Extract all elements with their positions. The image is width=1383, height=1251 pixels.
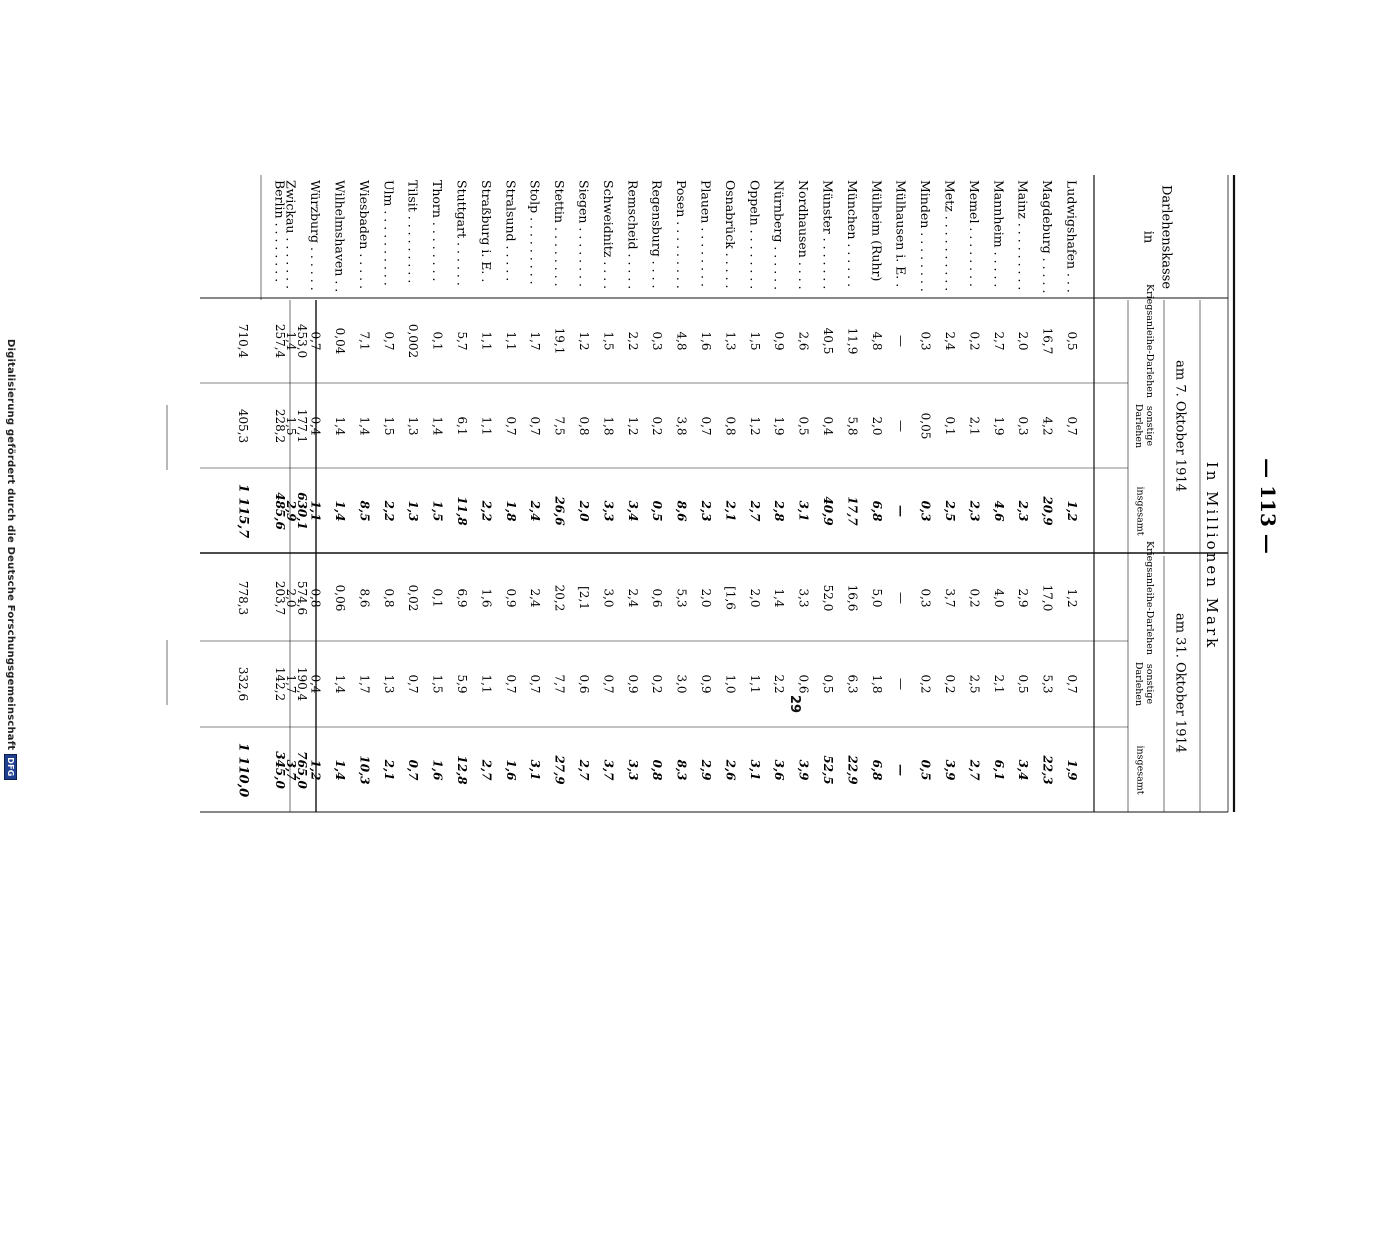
cell-a2: 0,8	[308, 588, 323, 608]
row-place: Schweidnitz . . . .	[600, 180, 616, 290]
subtotal-a1: 257,4	[273, 323, 287, 359]
cell-c2: 3,6	[772, 759, 787, 781]
subtotal-c1: 630,1	[295, 492, 309, 530]
cell-a2: 6,9	[455, 588, 469, 608]
row-place: Oppeln . . . . . . . .	[747, 180, 763, 290]
cell-a1: 1,4	[284, 331, 299, 351]
cell-a1: 0,3	[918, 331, 933, 351]
cell-b2: 7,7	[552, 674, 567, 694]
cell-c1: 1,3	[406, 500, 421, 522]
cell-a1: 1,1	[479, 331, 494, 351]
cell-c2: 2,7	[577, 759, 591, 781]
cell-a2: 3,3	[796, 588, 811, 608]
total-a1: 710,4	[236, 323, 250, 359]
cell-a2: 2,4	[625, 588, 640, 608]
cell-b2: 1,8	[869, 674, 884, 694]
cell-b2: 0,2	[918, 674, 933, 694]
cell-c1: 6,8	[869, 500, 884, 522]
col-head-insgesamt-1: insgesamt	[1134, 486, 1146, 536]
cell-b1: 1,2	[625, 416, 640, 436]
cell-a1: 0,3	[650, 331, 665, 351]
cell-b1: 0,7	[699, 416, 713, 436]
cell-b2: 0,6	[796, 674, 811, 694]
total-c2: 1 110,0	[235, 742, 251, 798]
cell-a1: 1,3	[723, 331, 738, 351]
cell-c2: 1,2	[308, 759, 323, 781]
cell-c1: 0,3	[918, 500, 933, 522]
cell-a1: —	[894, 335, 909, 347]
cell-b1: 6,1	[455, 416, 469, 436]
cell-b1: 1,3	[406, 416, 421, 436]
cell-b2: 0,5	[821, 674, 835, 694]
cell-a1: 2,4	[943, 331, 957, 351]
cell-a2: 0,9	[503, 588, 518, 608]
col-head-sonstige-2: sonstigeDarlehen	[1133, 661, 1155, 707]
cell-c2: 2,1	[381, 759, 396, 781]
cell-a2: 5,0	[869, 588, 884, 608]
cell-c1: 2,0	[577, 500, 591, 522]
cell-a2: 8,6	[357, 588, 372, 608]
col-head-kriegsanleihe-2: Kriegsanleihe-Darlehen	[1143, 540, 1155, 656]
subtotal-b2: 142,2	[273, 666, 287, 702]
cell-b2: 0,9	[625, 674, 640, 694]
cell-b2: 0,5	[1016, 674, 1031, 694]
row-place: Nordhausen . . . .	[796, 180, 812, 290]
row-place: Tilsit . . . . . . . . .	[405, 180, 421, 284]
row-place: Stolp . . . . . . . . .	[527, 180, 543, 285]
cell-b1: 0,4	[308, 416, 323, 436]
cell-c1: 20,9	[1040, 496, 1055, 526]
cell-b1: 1,4	[430, 416, 445, 436]
cell-c1: 40,9	[821, 496, 835, 526]
row-place: Posen . . . . . . . . .	[674, 180, 690, 289]
cell-a1: 1,5	[601, 331, 616, 351]
cell-c1: 8,5	[357, 500, 372, 522]
row-place: Mainz . . . . . . . . .	[1015, 180, 1031, 291]
cell-a1: 0,002	[406, 323, 421, 359]
cell-a1: 1,6	[699, 331, 713, 351]
cell-a1: 0,9	[772, 331, 787, 351]
cell-a2: 2,0	[284, 588, 299, 608]
cell-a1: 1,7	[528, 331, 543, 351]
row-place: Zwickau . . . . . . .	[283, 180, 299, 290]
cell-c1: 2,1	[723, 500, 738, 522]
cell-c1: 1,5	[430, 500, 445, 522]
cell-b2: 0,9	[699, 674, 713, 694]
cell-c2: 10,3	[357, 755, 372, 785]
cell-a2: 1,6	[479, 588, 494, 608]
cell-b2: 1,5	[430, 674, 445, 694]
cell-c1: 2,7	[747, 500, 762, 522]
cell-c2: 27,9	[552, 755, 567, 785]
cell-c1: —	[894, 505, 909, 517]
subtotal-c1: 485,6	[273, 492, 287, 530]
cell-b2: 1,1	[479, 674, 494, 694]
cell-a2: 2,0	[747, 588, 762, 608]
cell-b2: 1,1	[747, 674, 762, 694]
cell-b1: 4,2	[1040, 416, 1055, 436]
cell-b2: 3,0	[674, 674, 689, 694]
cell-b1: 1,9	[991, 416, 1006, 436]
cell-b2: 1,0	[723, 674, 738, 694]
row-place: Ludwigshafen . . .	[1064, 180, 1080, 293]
cell-b2: 5,3	[1040, 674, 1055, 694]
subtotal-a2: 203,7	[273, 580, 287, 616]
cell-c2: 3,3	[625, 759, 640, 781]
cell-a1: 11,9	[845, 327, 860, 355]
cell-b2: 0,2	[943, 674, 957, 694]
cell-c1: 3,1	[796, 500, 811, 522]
cell-a2: 0,1	[430, 588, 445, 608]
row-place: Osnabrück . . . . .	[722, 180, 738, 289]
cell-a1: 2,7	[991, 331, 1006, 351]
cell-a1: 4,8	[869, 331, 884, 351]
cell-c1: 2,3	[1016, 500, 1031, 522]
cell-a2: 2,4	[528, 588, 543, 608]
cell-a2: 52,0	[821, 584, 835, 612]
cell-a1: 0,1	[430, 331, 445, 351]
cell-c2: 3,1	[528, 759, 543, 781]
cell-b2: 5,9	[455, 674, 469, 694]
row-place: Nürnberg . . . . . .	[771, 180, 787, 291]
page-number: — 113 —	[1256, 458, 1280, 554]
row-place: Plauen . . . . . . . .	[698, 180, 714, 287]
cell-c2: —	[894, 764, 909, 776]
cell-a2: —	[894, 592, 909, 604]
total-a2: 778,3	[236, 580, 250, 616]
cell-b1: 1,1	[479, 416, 494, 436]
cell-b1: 1,2	[747, 416, 762, 436]
cell-c2: 3,9	[943, 759, 957, 781]
cell-c1: 0,5	[650, 500, 665, 522]
cell-b1: 2,0	[869, 416, 884, 436]
col-head-sonstige-1: sonstigeDarlehen	[1133, 403, 1155, 449]
cell-c2: 2,7	[967, 759, 982, 781]
cell-a2: 1,4	[772, 588, 787, 608]
cell-b1: 0,5	[796, 416, 811, 436]
cell-b1: 0,2	[650, 416, 665, 436]
cell-b2: 2,2	[772, 674, 787, 694]
row-place: Straßburg i. E. .	[478, 180, 494, 283]
cell-a2: 0,2	[967, 588, 982, 608]
cell-c1: 2,2	[479, 500, 494, 522]
cell-b1: 5,8	[845, 416, 860, 436]
cell-b2: 0,7	[528, 674, 543, 694]
row-place: Magdeburg . . . . .	[1040, 180, 1056, 294]
cell-a1: 1,5	[747, 331, 762, 351]
cell-c1: 2,3	[967, 500, 982, 522]
cell-c2: 3,7	[284, 759, 299, 781]
total-c1: 1 115,7	[235, 483, 251, 539]
subtotal-b2: 190,4	[295, 666, 309, 702]
subtotal-b1: 228,2	[273, 408, 287, 444]
cell-a2: 20,2	[552, 584, 567, 612]
cell-b1: 3,8	[674, 416, 689, 436]
cell-a1: 0,5	[1065, 331, 1079, 351]
subtotal-a2: 574,6	[295, 580, 309, 616]
row-place: Remscheid . . . . .	[625, 180, 641, 290]
cell-c2: 1,6	[503, 759, 518, 781]
cell-b2: 1,7	[284, 674, 299, 694]
cell-c2: 22,9	[845, 755, 860, 785]
cell-c1: 2,9	[284, 500, 299, 522]
cell-b2: 0,7	[601, 674, 616, 694]
cell-a1: 1,2	[577, 331, 591, 351]
period1-heading: am 7. Oktober 1914	[1172, 360, 1188, 492]
cell-a2: 0,3	[918, 588, 933, 608]
cell-b1: 0,05	[918, 412, 933, 440]
cell-c2: 3,9	[796, 759, 811, 781]
cell-c1: 3,3	[601, 500, 616, 522]
cell-a2: 4,0	[991, 588, 1006, 608]
cell-a1: 0,04	[333, 327, 347, 355]
row-place: Stralsund . . . . .	[503, 180, 519, 282]
cell-c2: 2,6	[723, 759, 738, 781]
cell-c1: 2,8	[772, 500, 787, 522]
digitization-note-text: Digitalisierung gefördert durch die Deutsche Forschungsgemeinschaft	[5, 339, 17, 751]
cell-c2: 6,1	[991, 759, 1006, 781]
cell-c1: 2,4	[528, 500, 543, 522]
cell-c1: 2,3	[699, 500, 713, 522]
cell-a2: 0,6	[650, 588, 665, 608]
cell-a2: 3,0	[601, 588, 616, 608]
cell-b1: 7,5	[552, 416, 567, 436]
subtotal-c2: 765,0	[295, 751, 309, 789]
row-place: Stuttgart . . . . . .	[454, 180, 470, 286]
cell-c1: 1,4	[333, 500, 347, 522]
cell-c1: 17,7	[845, 496, 860, 526]
cell-c2: 0,5	[918, 759, 933, 781]
cell-c2: 3,4	[1016, 759, 1031, 781]
cell-a2: 0,8	[381, 588, 396, 608]
row-place: Thorn . . . . . . . .	[430, 180, 446, 282]
row-place: Regensburg . . . .	[649, 180, 665, 289]
cell-b1: 0,8	[577, 416, 591, 436]
dfg-logo: DFG	[5, 754, 18, 779]
cell-c2: 1,4	[333, 759, 347, 781]
row-place: Würzburg . . . . . .	[308, 180, 324, 291]
row-place: München . . . . . .	[844, 180, 860, 288]
cell-b2: 1,7	[357, 674, 372, 694]
cell-a1: 0,7	[308, 331, 323, 351]
cell-a1: 16,7	[1040, 327, 1055, 355]
cell-a1: 4,8	[674, 331, 689, 351]
cell-a2: 2,0	[699, 588, 713, 608]
cell-b2: 2,5	[967, 674, 982, 694]
cell-a2: 5,3	[674, 588, 689, 608]
cell-b2: —	[894, 678, 909, 690]
cell-c1: 3,4	[625, 500, 640, 522]
cell-a1: 7,1	[357, 331, 372, 351]
row-place: Minden . . . . . . . .	[918, 180, 934, 292]
cell-b1: 0,1	[943, 416, 957, 436]
cell-c1: 26,6	[552, 496, 567, 526]
row-place: Siegen . . . . . . . .	[576, 180, 592, 287]
cell-c1: 1,1	[308, 500, 323, 522]
cell-c2: 1,9	[1065, 759, 1079, 781]
cell-a1: 1,1	[503, 331, 518, 351]
cell-c2: 0,7	[406, 759, 421, 781]
cell-b2: 1,3	[381, 674, 396, 694]
row-place: Memel . . . . . . . .	[966, 180, 982, 288]
cell-c1: 2,5	[943, 500, 957, 522]
cell-a1: 40,5	[821, 327, 835, 355]
cell-b1: 0,7	[1065, 416, 1079, 436]
cell-a1: 2,0	[1016, 331, 1031, 351]
row-place: Metz . . . . . . . . . .	[942, 180, 958, 292]
col-head-kriegsanleihe-1: Kriegsanleihe-Darlehen	[1143, 283, 1155, 399]
cell-b2: 0,6	[577, 674, 591, 694]
cell-b2: 0,7	[406, 674, 421, 694]
cell-a2: [1,6	[723, 586, 738, 610]
cell-c1: 11,8	[455, 496, 469, 526]
folio-number: 29	[787, 694, 802, 714]
cell-a2: 0,06	[333, 584, 347, 612]
row-place: Mannheim . . . . .	[991, 180, 1007, 288]
cell-c2: 8,3	[674, 759, 689, 781]
row-place: Berlin . . . . . . . .	[272, 180, 288, 283]
cell-a2: [2,1	[577, 586, 591, 610]
cell-b2: 1,4	[333, 674, 347, 694]
row-place: Wiesbaden . . . . .	[356, 180, 372, 290]
cell-a1: 0,7	[381, 331, 396, 351]
stub-heading-line2: in	[1140, 230, 1156, 244]
cell-b1: 0,3	[1016, 416, 1031, 436]
cell-b1: 1,4	[357, 416, 372, 436]
cell-a2: 2,9	[1016, 588, 1031, 608]
cell-a2: 1,2	[1065, 588, 1079, 608]
row-place: Wilhelmshaven . .	[332, 180, 348, 293]
cell-c2: 22,3	[1040, 755, 1055, 785]
cell-a1: 19,1	[552, 327, 567, 355]
subtotal-c2: 345,0	[273, 751, 287, 789]
cell-c2: 52,5	[821, 755, 835, 785]
cell-a2: 0,02	[406, 584, 421, 612]
cell-c1: 8,6	[674, 500, 689, 522]
cell-a1: 5,7	[455, 331, 469, 351]
cell-a1: 2,6	[796, 331, 811, 351]
cell-b1: 0,8	[723, 416, 738, 436]
cell-b2: 6,3	[845, 674, 860, 694]
cell-c2: 3,1	[747, 759, 762, 781]
stub-heading-line1: Darlehenskasse	[1158, 184, 1174, 290]
cell-c2: 2,9	[699, 759, 713, 781]
cell-c2: 1,6	[430, 759, 445, 781]
cell-c2: 2,7	[479, 759, 494, 781]
cell-b2: 0,7	[503, 674, 518, 694]
cell-c2: 12,8	[455, 755, 469, 785]
cell-c1: 4,6	[991, 500, 1006, 522]
subtotal-b1: 177,1	[295, 408, 309, 444]
row-place: Mülheim (Ruhr)	[869, 180, 885, 282]
total-b2: 332,6	[236, 666, 250, 702]
row-place: Mülhausen i. E. .	[893, 180, 909, 288]
cell-b1: 1,5	[381, 416, 396, 436]
cell-c1: 2,2	[381, 500, 396, 522]
cell-b1: 0,7	[503, 416, 518, 436]
cell-b1: 1,9	[772, 416, 787, 436]
cell-b1: 0,4	[821, 416, 835, 436]
cell-b2: 0,7	[1065, 674, 1079, 694]
cell-b1: —	[894, 420, 909, 432]
cell-b1: 1,4	[333, 416, 347, 436]
row-place: Münster . . . . . . .	[820, 180, 836, 290]
cell-c1: 1,8	[503, 500, 518, 522]
cell-c2: 6,8	[869, 759, 884, 781]
unit-heading: In Millionen Mark	[1203, 461, 1221, 651]
cell-b2: 0,4	[308, 674, 323, 694]
col-head-insgesamt-2: insgesamt	[1134, 745, 1146, 795]
cell-b1: 1,8	[601, 416, 616, 436]
cell-a1: 2,2	[625, 331, 640, 351]
cell-c2: 0,8	[650, 759, 665, 781]
cell-b2: 2,1	[991, 674, 1006, 694]
cell-c2: 3,7	[601, 759, 616, 781]
cell-a2: 16,6	[845, 584, 860, 612]
subtotal-a1: 453,0	[295, 323, 309, 359]
period2-heading: am 31. Oktober 1914	[1172, 612, 1188, 754]
cell-b2: 0,2	[650, 674, 665, 694]
row-place: Stettin . . . . . . . .	[552, 180, 568, 287]
row-place: Ulm . . . . . . . . . .	[381, 180, 397, 286]
cell-b1: 2,1	[967, 416, 982, 436]
cell-a1: 0,2	[967, 331, 982, 351]
cell-c1: 1,2	[1065, 500, 1079, 522]
cell-a2: 17,0	[1040, 584, 1055, 612]
cell-b1: 0,7	[528, 416, 543, 436]
total-b1: 405,3	[236, 408, 250, 444]
cell-b1: 1,5	[284, 416, 299, 436]
cell-a2: 3,7	[943, 588, 957, 608]
digitization-note	[2, 339, 20, 1251]
